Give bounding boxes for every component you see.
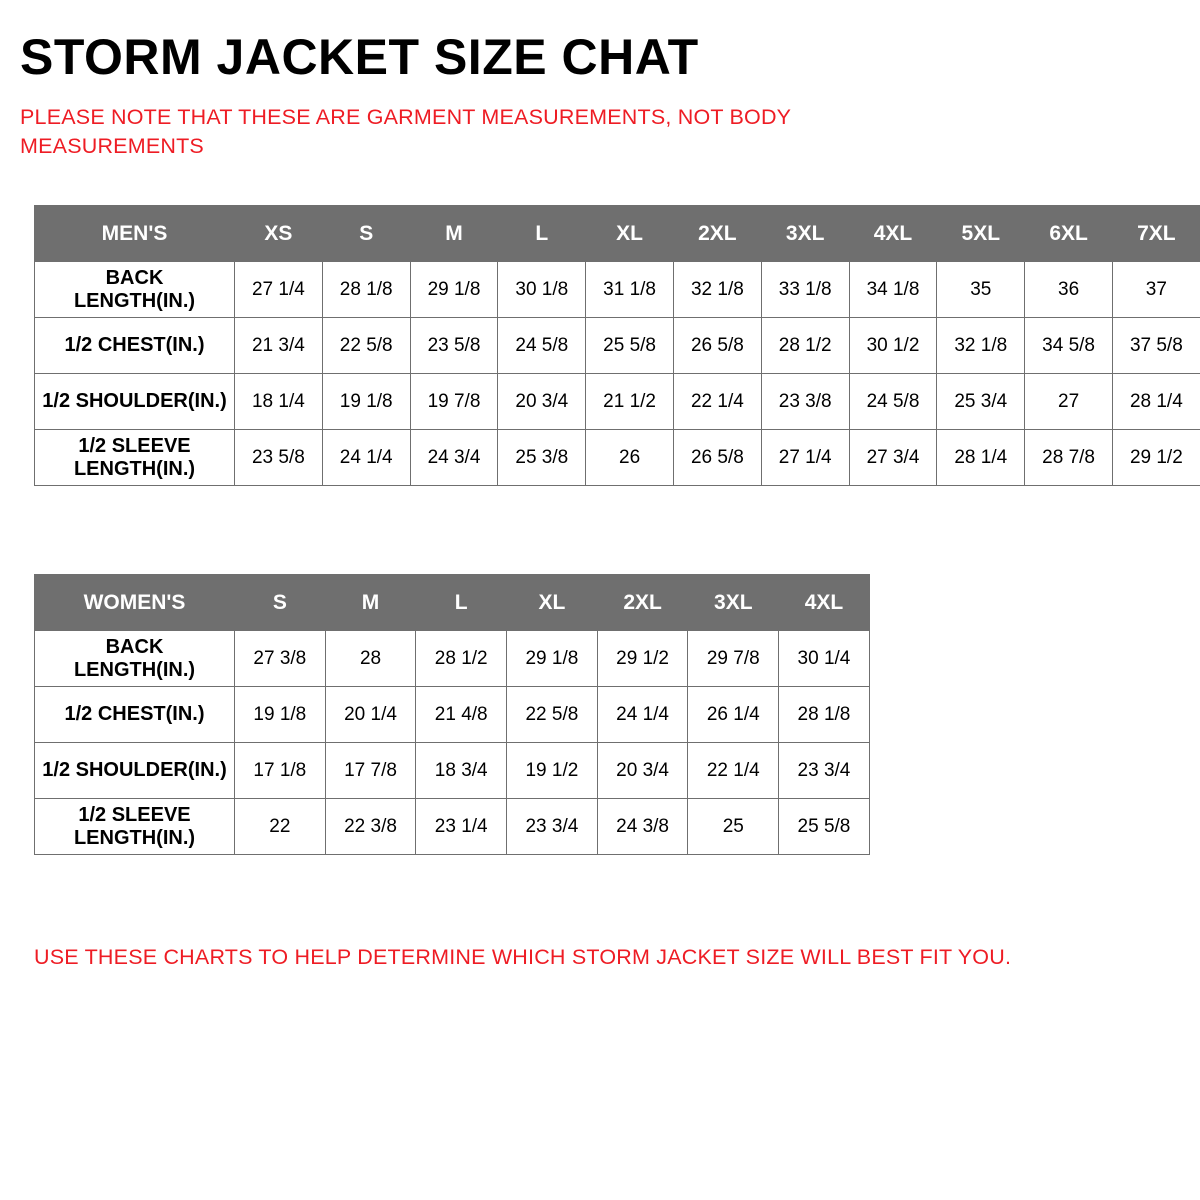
mens-cell-2-9: 27: [1025, 374, 1113, 430]
mens-cell-0-4: 31 1/8: [586, 262, 674, 318]
womens-cell-0-1: 28: [325, 631, 416, 687]
womens-cell-0-5: 29 7/8: [688, 631, 779, 687]
mens-cell-1-5: 26 5/8: [673, 318, 761, 374]
mens-cell-2-10: 28 1/4: [1112, 374, 1200, 430]
womens-size-header-l: L: [416, 575, 507, 631]
mens-size-header-2xl: 2XL: [673, 206, 761, 262]
mens-cell-2-7: 24 5/8: [849, 374, 937, 430]
mens-cell-2-8: 25 3/4: [937, 374, 1025, 430]
mens-table-header-label: MEN'S: [35, 206, 235, 262]
mens-cell-3-3: 25 3/8: [498, 430, 586, 486]
mens-cell-0-5: 32 1/8: [673, 262, 761, 318]
womens-cell-3-4: 24 3/8: [597, 799, 688, 855]
womens-row-label-3: 1/2 SLEEVE LENGTH(IN.): [35, 799, 235, 855]
womens-cell-2-5: 22 1/4: [688, 743, 779, 799]
table-row: [35, 262, 1200, 318]
womens-cell-2-4: 20 3/4: [597, 743, 688, 799]
womens-cell-0-3: 29 1/8: [507, 631, 598, 687]
mens-size-header-xs: XS: [235, 206, 323, 262]
womens-table-body: [35, 575, 870, 855]
mens-row-label-0: BACK LENGTH(IN.): [35, 262, 235, 318]
table-row: [35, 631, 870, 687]
womens-cell-1-2: 21 4/8: [416, 687, 507, 743]
womens-table-header-row: [35, 575, 870, 631]
table-row: [35, 374, 1200, 430]
mens-cell-0-0: 27 1/4: [235, 262, 323, 318]
mens-size-header-s: S: [322, 206, 410, 262]
mens-cell-3-7: 27 3/4: [849, 430, 937, 486]
mens-cell-0-1: 28 1/8: [322, 262, 410, 318]
womens-cell-1-5: 26 1/4: [688, 687, 779, 743]
womens-cell-1-1: 20 1/4: [325, 687, 416, 743]
womens-cell-2-2: 18 3/4: [416, 743, 507, 799]
mens-size-header-xl: XL: [586, 206, 674, 262]
mens-cell-3-10: 29 1/2: [1112, 430, 1200, 486]
mens-cell-3-2: 24 3/4: [410, 430, 498, 486]
womens-cell-0-0: 27 3/8: [235, 631, 326, 687]
mens-cell-1-8: 32 1/8: [937, 318, 1025, 374]
womens-size-header-4xl: 4XL: [779, 575, 870, 631]
mens-cell-1-4: 25 5/8: [586, 318, 674, 374]
mens-size-header-6xl: 6XL: [1025, 206, 1113, 262]
mens-cell-0-9: 36: [1025, 262, 1113, 318]
womens-cell-3-6: 25 5/8: [779, 799, 870, 855]
mens-cell-0-7: 34 1/8: [849, 262, 937, 318]
mens-cell-1-7: 30 1/2: [849, 318, 937, 374]
womens-row-label-1: 1/2 CHEST(IN.): [35, 687, 235, 743]
page-title: STORM JACKET SIZE CHAT: [20, 29, 699, 85]
table-row: [35, 799, 870, 855]
mens-cell-2-1: 19 1/8: [322, 374, 410, 430]
womens-cell-2-3: 19 1/2: [507, 743, 598, 799]
womens-table-header-label: WOMEN'S: [35, 575, 235, 631]
mens-cell-2-2: 19 7/8: [410, 374, 498, 430]
mens-cell-1-0: 21 3/4: [235, 318, 323, 374]
womens-cell-3-2: 23 1/4: [416, 799, 507, 855]
footer-note: USE THESE CHARTS TO HELP DETERMINE WHICH STORM JACKET SIZE WILL BEST FIT YOU.: [34, 945, 1012, 970]
womens-cell-0-2: 28 1/2: [416, 631, 507, 687]
mens-cell-3-8: 28 1/4: [937, 430, 1025, 486]
womens-cell-3-0: 22: [235, 799, 326, 855]
mens-cell-3-1: 24 1/4: [322, 430, 410, 486]
mens-cell-2-3: 20 3/4: [498, 374, 586, 430]
table-row: [35, 687, 870, 743]
mens-cell-1-1: 22 5/8: [322, 318, 410, 374]
mens-size-header-5xl: 5XL: [937, 206, 1025, 262]
womens-size-header-s: S: [235, 575, 326, 631]
table-row: [35, 743, 870, 799]
womens-size-header-3xl: 3XL: [688, 575, 779, 631]
womens-cell-0-6: 30 1/4: [779, 631, 870, 687]
mens-size-header-l: L: [498, 206, 586, 262]
mens-size-header-3xl: 3XL: [761, 206, 849, 262]
table-row: [35, 318, 1200, 374]
womens-row-label-0: BACK LENGTH(IN.): [35, 631, 235, 687]
mens-row-label-1: 1/2 CHEST(IN.): [35, 318, 235, 374]
womens-cell-0-4: 29 1/2: [597, 631, 688, 687]
mens-size-table: [34, 205, 1200, 486]
mens-cell-1-3: 24 5/8: [498, 318, 586, 374]
mens-cell-0-6: 33 1/8: [761, 262, 849, 318]
womens-cell-2-0: 17 1/8: [235, 743, 326, 799]
womens-cell-1-0: 19 1/8: [235, 687, 326, 743]
mens-cell-3-6: 27 1/4: [761, 430, 849, 486]
mens-size-header-7xl: 7XL: [1112, 206, 1200, 262]
womens-size-header-xl: XL: [507, 575, 598, 631]
mens-cell-0-2: 29 1/8: [410, 262, 498, 318]
mens-cell-2-0: 18 1/4: [235, 374, 323, 430]
mens-cell-3-0: 23 5/8: [235, 430, 323, 486]
mens-cell-1-10: 37 5/8: [1112, 318, 1200, 374]
mens-cell-1-6: 28 1/2: [761, 318, 849, 374]
mens-cell-3-9: 28 7/8: [1025, 430, 1113, 486]
mens-cell-0-3: 30 1/8: [498, 262, 586, 318]
mens-cell-3-4: 26: [586, 430, 674, 486]
womens-cell-2-1: 17 7/8: [325, 743, 416, 799]
mens-cell-2-5: 22 1/4: [673, 374, 761, 430]
mens-table-header-row: [35, 206, 1200, 262]
womens-size-header-2xl: 2XL: [597, 575, 688, 631]
womens-cell-1-3: 22 5/8: [507, 687, 598, 743]
table-row: [35, 430, 1200, 486]
womens-row-label-2: 1/2 SHOULDER(IN.): [35, 743, 235, 799]
mens-cell-2-6: 23 3/8: [761, 374, 849, 430]
mens-row-label-2: 1/2 SHOULDER(IN.): [35, 374, 235, 430]
mens-cell-3-5: 26 5/8: [673, 430, 761, 486]
womens-cell-2-6: 23 3/4: [779, 743, 870, 799]
mens-cell-0-8: 35: [937, 262, 1025, 318]
mens-table-body: [35, 206, 1200, 486]
womens-cell-1-4: 24 1/4: [597, 687, 688, 743]
mens-size-header-4xl: 4XL: [849, 206, 937, 262]
womens-cell-3-1: 22 3/8: [325, 799, 416, 855]
mens-cell-2-4: 21 1/2: [586, 374, 674, 430]
mens-cell-1-2: 23 5/8: [410, 318, 498, 374]
womens-size-table: [34, 574, 870, 855]
measurement-note: PLEASE NOTE THAT THESE ARE GARMENT MEASUREMENTS, NOT BODY MEASUREMENTS: [20, 105, 791, 159]
womens-cell-1-6: 28 1/8: [779, 687, 870, 743]
womens-cell-3-5: 25: [688, 799, 779, 855]
mens-cell-0-10: 37: [1112, 262, 1200, 318]
womens-size-header-m: M: [325, 575, 416, 631]
womens-cell-3-3: 23 3/4: [507, 799, 598, 855]
mens-cell-1-9: 34 5/8: [1025, 318, 1113, 374]
mens-row-label-3: 1/2 SLEEVE LENGTH(IN.): [35, 430, 235, 486]
mens-size-header-m: M: [410, 206, 498, 262]
